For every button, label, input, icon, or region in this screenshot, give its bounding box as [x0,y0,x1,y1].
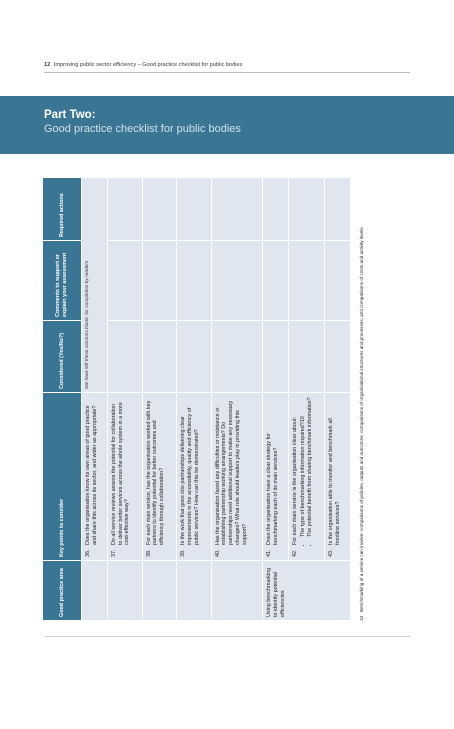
considered-cell [211,321,263,393]
footer-divider [44,636,410,637]
considered-cell [107,321,142,393]
header-considered: Considered (Yes/No?) [43,321,82,393]
actions-cell [107,178,142,241]
list-item: • The potential benefit from sharing benchmark information? [307,396,314,537]
area-cell-benchmarking: Using benchmarking to identify potential efficiencies [263,561,351,621]
key-point-cell [289,393,325,561]
area-cell [142,561,177,621]
header-key-points: Key points to consider [43,393,82,561]
table-row [211,178,263,621]
table-row [289,178,325,621]
point-text: For each main service, has the organisation worked with key partners to identify potential for better outcomes and efficiency through collaboration? [145,400,165,545]
actions-cell [263,178,289,241]
footnote-text: Benchmarking of a service can involve: comparisons of policies, outputs and outcomes; comparisons of organisational structures and processes; and comparisons of costs and activity levels. [359,226,364,612]
point-number: 38. [145,549,152,557]
area-cell [82,561,108,621]
comments-cell [107,241,142,321]
rotated-checklist-panel [33,178,373,623]
point-text: Has the organisation faced any difficulties or resistance in establishing partnership working arrangements? Do partnerships need additional support to make any necessary changes? What role should leaders play in providing this support? [214,400,248,545]
actions-cell [142,178,177,241]
key-point-cell [142,393,177,561]
key-point-cell [107,393,142,561]
part-title: Part Two: [44,109,96,121]
considered-cell [324,321,350,393]
point-number: 42. [292,549,299,557]
key-point-cell [177,393,212,561]
point-number: 41. [266,549,273,557]
table-row [107,178,142,621]
actions-cell [211,178,263,241]
area-cell [177,561,212,621]
point-number: 40. [214,549,221,557]
key-point-cell [211,393,263,561]
part-subtitle: Good practice checklist for public bodies [44,123,241,135]
header-good-practice-area: Good practice area [43,561,82,621]
footnote-number: 10 [359,615,364,621]
table-row [263,178,289,621]
considered-cell [289,321,325,393]
table-row [82,178,108,621]
page-number: 12 [44,62,51,68]
bullet-list [300,396,314,543]
checklist-table [42,177,351,621]
point-text: Do all service reviews assess the potential for collaboration to deliver better services across the whole system in a more cost-effective way? [110,402,131,545]
point-text: Is the organisation able to monitor and benchmark all frontline services? [327,418,341,545]
actions-cell [177,178,212,241]
columns-blank-note: We have left these columns blank, for completion by readers [82,178,108,393]
key-point-cell [263,393,289,561]
area-cell [107,561,142,621]
table-row [142,178,177,621]
running-head-title: Improving public sector efficiency – Good practice checklist for public bodies [53,62,243,68]
header-comments: Comments to support or explain your assessment [43,241,82,321]
point-text: Does the organisation know its own areas of good practice and share this across its sector, and wider as appropriate? [85,405,98,545]
point-number: 43. [327,549,334,557]
header-required-actions: Required actions [43,178,82,241]
key-point-cell [324,393,350,561]
running-head [44,62,242,68]
table-row [324,178,350,621]
comments-cell [263,241,289,321]
actions-cell [324,178,350,241]
comments-cell [211,241,263,321]
footnote [359,181,365,621]
point-number: 36. [85,549,91,557]
comments-cell [324,241,350,321]
considered-cell [142,321,177,393]
comments-cell [177,241,212,321]
actions-cell [289,178,325,241]
part-banner [0,96,454,154]
list-item: • The type of benchmarking information required?10 [300,396,307,537]
point-text: For each main service is the organisation clear about: [292,417,299,545]
key-point-cell [82,393,108,561]
considered-cell [177,321,212,393]
table-row [177,178,212,621]
considered-cell [263,321,289,393]
header-divider [44,72,410,73]
point-number: 39. [180,549,187,557]
point-number: 37. [110,549,117,557]
table-header-row [43,178,82,621]
comments-cell [289,241,325,321]
area-cell [211,561,263,621]
comments-cell [142,241,177,321]
point-text: Does the organisation have a clear strategy for benchmarking each of its main services? [266,433,279,545]
point-text: Is the work that goes into partnerships delivering clear improvements in the accessibility, quality and efficiency of public services? How can this be demonstrated? [180,407,200,545]
